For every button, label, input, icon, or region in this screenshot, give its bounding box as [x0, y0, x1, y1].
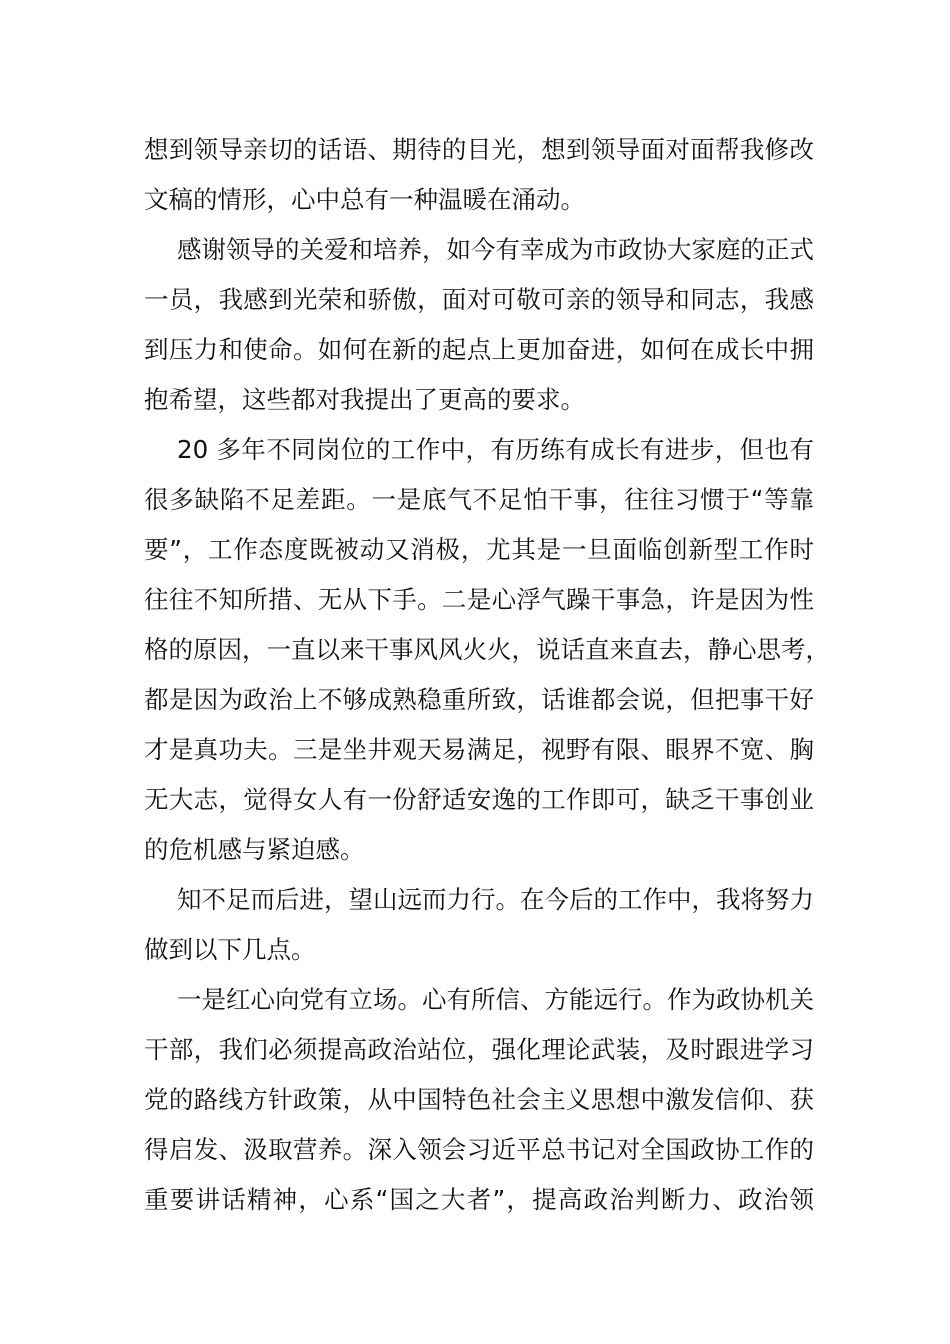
text-line: 才是真功夫。三是坐井观天易满足，视野有限、眼界不宽、胸	[144, 735, 814, 764]
text-line: 做到以下几点。	[144, 935, 316, 964]
paragraph	[144, 875, 814, 975]
text-line: 重要讲话精神，心系“国之大者”，提高政治判断力、政治领	[144, 1185, 814, 1214]
text-line: 感谢领导的关爱和培养，如今有幸成为市政协大家庭的正式	[177, 235, 814, 264]
text-line: 往往不知所措、无从下手。二是心浮气躁干事急，许是因为性	[144, 585, 814, 614]
text-line: 知不足而后进，望山远而力行。在今后的工作中，我将努力	[177, 885, 814, 914]
text-line: 党的路线方针政策，从中国特色社会主义思想中激发信仰、获	[144, 1085, 814, 1114]
document-body	[144, 125, 830, 1225]
text-line: 都是因为政治上不够成熟稳重所致，话谁都会说，但把事干好	[144, 685, 814, 714]
text-line: 干部，我们必须提高政治站位，强化理论武装，及时跟进学习	[144, 1035, 814, 1064]
paragraph	[144, 125, 814, 225]
paragraph	[144, 425, 830, 875]
paragraph	[144, 975, 814, 1225]
text-line: 20 多年不同岗位的工作中，有历练有成长有进步，但也有	[177, 435, 814, 464]
text-line: 想到领导亲切的话语、期待的目光，想到领导面对面帮我修改	[144, 135, 814, 164]
text-line: 文稿的情形，心中总有一种温暖在涌动。	[144, 185, 585, 214]
text-line: 无大志，觉得女人有一份舒适安逸的工作即可，缺乏干事创业	[144, 785, 814, 814]
text-line: 要”，工作态度既被动又消极，尤其是一旦面临创新型工作时	[144, 535, 814, 564]
text-line: 一是红心向党有立场。心有所信、方能远行。作为政协机关	[177, 985, 814, 1014]
text-line: 一员，我感到光荣和骄傲，面对可敬可亲的领导和同志，我感	[144, 285, 814, 314]
text-line: 得启发、汲取营养。深入领会习近平总书记对全国政协工作的	[144, 1135, 814, 1164]
text-line: 的危机感与紧迫感。	[144, 835, 365, 864]
text-line: 很多缺陷不足差距。一是底气不足怕干事，往往习惯于“等靠	[144, 485, 814, 514]
text-line: 格的原因，一直以来干事风风火火，说话直来直去，静心思考，	[144, 635, 830, 664]
text-line: 抱希望，这些都对我提出了更高的要求。	[144, 385, 585, 414]
text-line: 到压力和使命。如何在新的起点上更加奋进，如何在成长中拥	[144, 335, 814, 364]
paragraph	[144, 225, 814, 425]
